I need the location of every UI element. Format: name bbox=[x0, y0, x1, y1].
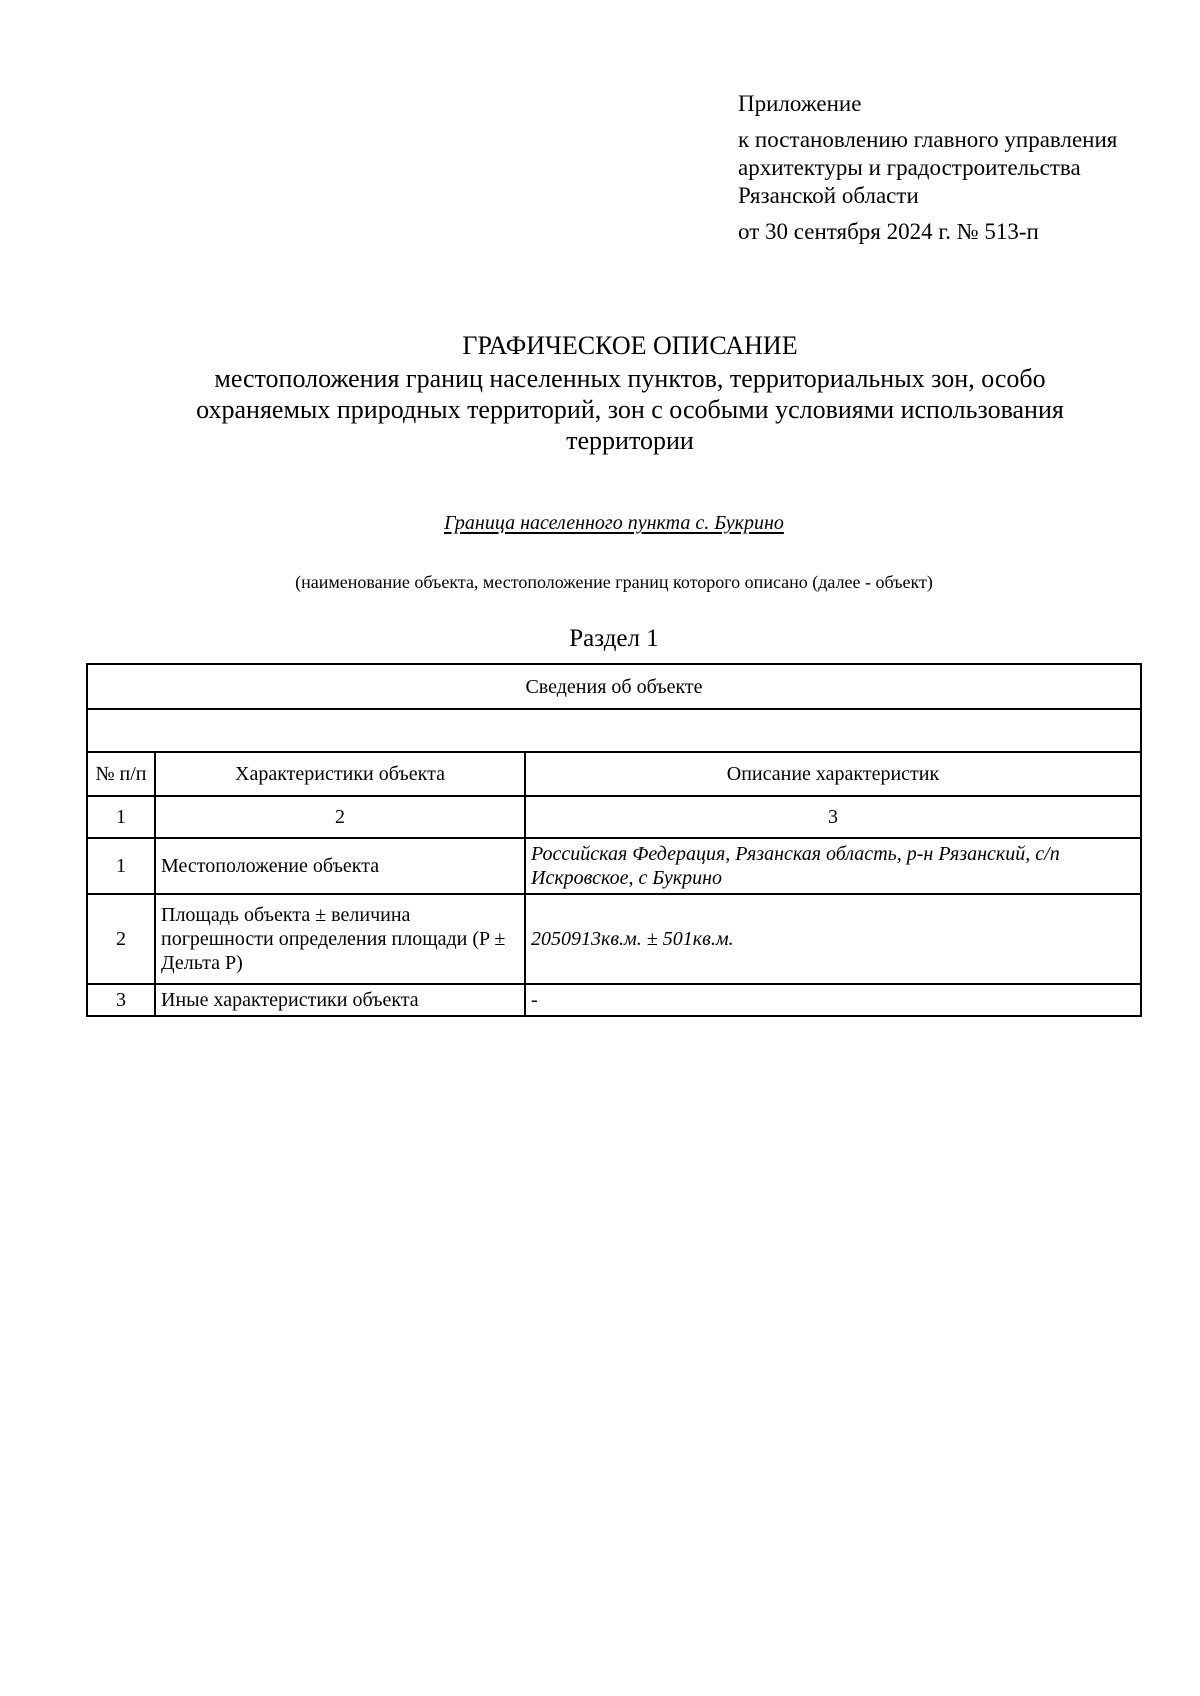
appendix-line-1: к постановлению главного управления bbox=[738, 127, 1118, 152]
appendix-date: от 30 сентября 2024 г. № 513-п bbox=[738, 219, 1039, 244]
column-number-3: 3 bbox=[525, 796, 1141, 838]
table-empty-cell bbox=[87, 709, 1141, 752]
column-number-1: 1 bbox=[87, 796, 155, 838]
header-characteristic: Характеристики объекта bbox=[155, 752, 525, 796]
subtitle-line-1: местоположения границ населенных пунктов, территориальных зон, особо bbox=[214, 364, 1046, 393]
header-description: Описание характеристик bbox=[525, 752, 1141, 796]
table-header-row bbox=[87, 752, 1141, 796]
table-row bbox=[87, 984, 1141, 1016]
row-characteristic: Местоположение объекта bbox=[155, 838, 525, 894]
table-row bbox=[87, 894, 1141, 984]
row-description: 2050913кв.м. ± 501кв.м. bbox=[525, 894, 1141, 984]
object-info-table bbox=[86, 663, 1142, 1017]
row-num: 1 bbox=[87, 838, 155, 894]
header-num: № п/п bbox=[87, 752, 155, 796]
row-characteristic: Иные характеристики объекта bbox=[155, 984, 525, 1016]
table-empty-row bbox=[87, 709, 1141, 752]
appendix-title: Приложение bbox=[738, 91, 862, 116]
table-caption: Сведения об объекте bbox=[87, 664, 1141, 709]
document-title: ГРАФИЧЕСКОЕ ОПИСАНИЕ bbox=[462, 331, 798, 360]
object-name-hint: (наименование объекта, местоположение границ которого описано (далее - объект) bbox=[295, 572, 933, 592]
appendix-block bbox=[738, 90, 1178, 246]
row-description: Российская Федерация, Рязанская область, р-н Рязанский, с/п Искровское, с Букрино bbox=[525, 838, 1141, 894]
appendix-line-2: архитектуры и градостроительства bbox=[738, 155, 1081, 180]
row-num: 3 bbox=[87, 984, 155, 1016]
row-num: 2 bbox=[87, 894, 155, 984]
subtitle-line-2: охраняемых природных территорий, зон с особыми условиями использования bbox=[196, 395, 1064, 424]
table-row bbox=[87, 838, 1141, 894]
row-description: - bbox=[525, 984, 1141, 1016]
appendix-line-3: Рязанской области bbox=[738, 183, 919, 208]
subtitle-line-3: территории bbox=[566, 426, 694, 455]
table-column-numbers-row bbox=[87, 796, 1141, 838]
table-caption-row bbox=[87, 664, 1141, 709]
row-characteristic: Площадь объекта ± величина погрешности определения площади (P ± Дельта P) bbox=[155, 894, 525, 984]
section-title: Раздел 1 bbox=[569, 625, 659, 652]
object-name: Граница населенного пункта с. Букрино bbox=[444, 512, 784, 534]
column-number-2: 2 bbox=[155, 796, 525, 838]
document-subtitle bbox=[130, 363, 1130, 456]
